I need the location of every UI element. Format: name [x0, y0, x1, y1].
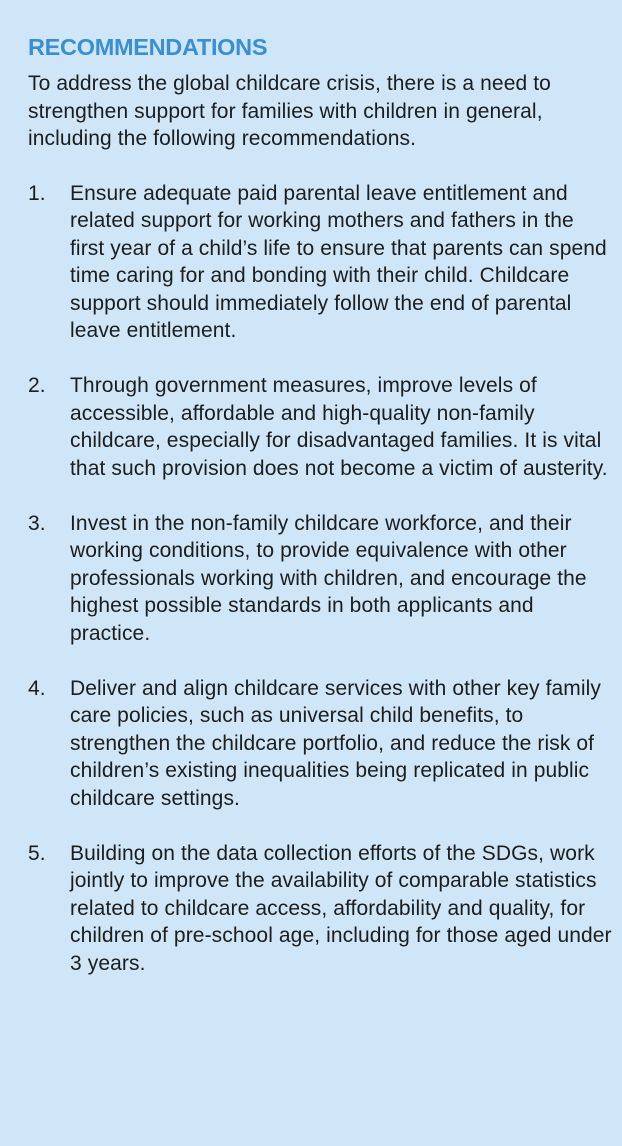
recommendations-list: [28, 180, 612, 978]
recommendation-item-1: [28, 180, 612, 345]
recommendation-item-3: [28, 510, 612, 648]
section-heading: RECOMMENDATIONS: [28, 34, 268, 60]
recommendation-text: Through government measures, improve levels of accessible, affordable and high-quality non-family childcare, especially for disadvantaged families. It is vital that such provision does not become a victim of austerity.: [70, 374, 608, 480]
recommendation-number: 2.: [28, 374, 46, 397]
recommendation-number: 3.: [28, 511, 46, 535]
recommendation-text: Building on the data collection efforts of the SDGs, work jointly to improve the availability of comparable statistics related to childcare access, affordability and quality, for children of pre-school age, including for those aged under 3 years.: [70, 841, 612, 975]
recommendation-item-4: [28, 675, 612, 813]
recommendation-number: 4.: [28, 676, 46, 700]
recommendation-text: Deliver and align childcare services with other key family care policies, such as universal child benefits, to strengthen the childcare portfolio, and reduce the risk of children’s existing inequalities being replicated in public childcare settings.: [70, 676, 602, 810]
recommendation-number: 5.: [28, 841, 46, 865]
recommendation-item-5: [28, 840, 612, 978]
recommendation-text: Invest in the non-family childcare workforce, and their working conditions, to provide equivalence with other professionals working with children, and encourage the highest possible standards in both applicants and practice.: [70, 511, 587, 645]
recommendation-item-2: [28, 372, 612, 482]
recommendation-number: 1.: [28, 181, 46, 205]
recommendation-text: Ensure adequate paid parental leave entitlement and related support for working mothers and fathers in the first year of a child’s life to ensure that parents can spend time caring for and bonding with their child. Childcare support should immediately follow the end of parental leave entitlement.: [70, 181, 607, 342]
intro-paragraph: To address the global childcare crisis, there is a need to strengthen support for families with children in general, including the following recommendations.: [28, 72, 551, 150]
